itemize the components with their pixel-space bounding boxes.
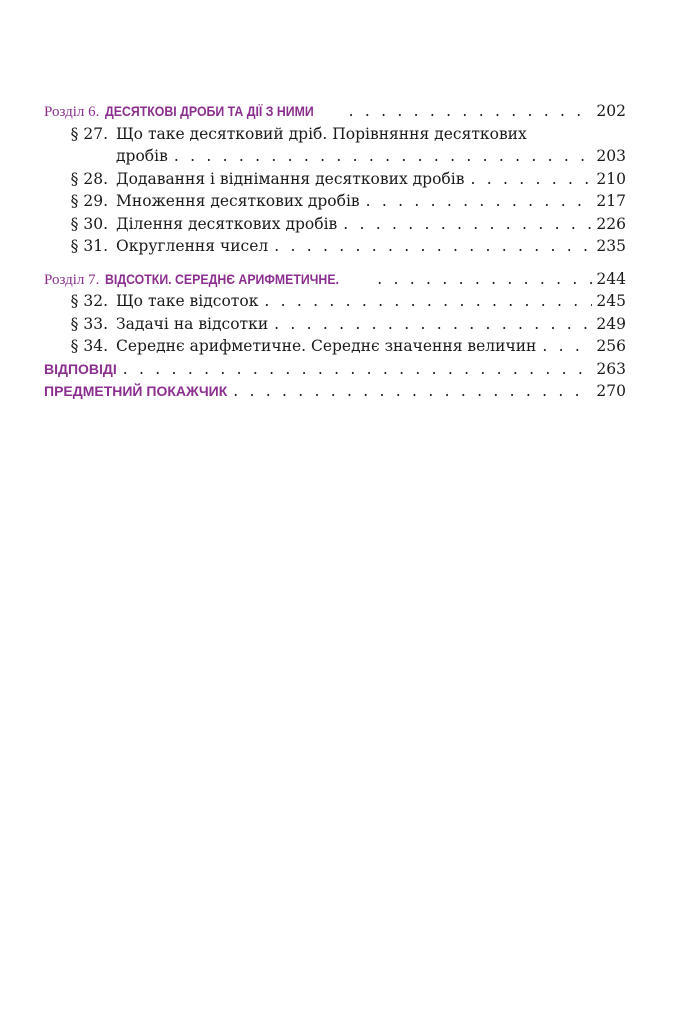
paragraph-title: Множення десяткових дробів [116, 192, 360, 210]
toc-item-28[interactable] [44, 168, 626, 191]
leader-dots [274, 313, 592, 336]
toc-subject-index[interactable] [44, 380, 626, 403]
page-number: 202 [596, 102, 626, 120]
page-number: 244 [596, 269, 626, 288]
toc-answers[interactable] [44, 358, 626, 381]
leader-dots [233, 380, 592, 403]
page-number: 263 [596, 359, 626, 378]
leader-dots [123, 358, 592, 381]
paragraph-title: Що таке десятковий дріб. Порівняння десяткових [116, 124, 527, 143]
table-of-contents [44, 100, 626, 403]
paragraph-title: Задачі на відсотки [116, 314, 269, 333]
leader-dots [174, 145, 592, 168]
page-number: 226 [596, 214, 626, 233]
leader-dots [349, 100, 592, 123]
paragraph-number: § 32. [70, 292, 108, 310]
leader-dots [366, 190, 592, 213]
paragraph-number: § 34. [70, 337, 108, 355]
chapter-title: ДЕСЯТКОВІ ДРОБИ ТА ДІЇ З НИМИ [105, 103, 315, 119]
paragraph-number: § 28. [70, 169, 108, 188]
leader-dots [274, 235, 592, 258]
page-number: 210 [596, 169, 626, 188]
answers-title: ВІДПОВІДІ [44, 360, 117, 377]
paragraph-number: § 31. [70, 237, 108, 255]
leader-dots [264, 290, 592, 313]
toc-item-31[interactable] [44, 235, 626, 258]
paragraph-title-continuation: дробів [116, 147, 168, 165]
toc-item-33[interactable] [44, 313, 626, 336]
chapter-prefix: Розділ 6. [44, 104, 100, 120]
paragraph-number: § 30. [70, 214, 108, 233]
paragraph-title: Ділення десяткових дробів [116, 214, 338, 233]
toc-item-27-cont[interactable] [44, 145, 626, 168]
paragraph-number: § 27. [70, 124, 108, 143]
paragraph-number: § 33. [70, 314, 108, 333]
page-number: 270 [596, 382, 626, 400]
paragraph-number: § 29. [70, 192, 108, 210]
page-number: 245 [596, 292, 626, 310]
toc-item-29[interactable] [44, 190, 626, 213]
leader-dots [377, 268, 592, 291]
paragraph-title: Округлення чисел [116, 237, 269, 255]
paragraph-title: Що таке відсоток [116, 292, 259, 310]
toc-item-30[interactable] [44, 213, 626, 236]
leader-dots [343, 213, 592, 236]
toc-item-34[interactable] [44, 335, 626, 358]
toc-chapter-6[interactable] [44, 100, 626, 123]
toc-item-32[interactable] [44, 290, 626, 313]
leader-dots [542, 335, 592, 358]
toc-item-27[interactable] [44, 123, 626, 146]
paragraph-title: Додавання і віднімання десяткових дробів [116, 169, 465, 188]
page-number: 249 [596, 314, 626, 333]
paragraph-title: Середнє арифметичне. Середнє значення величин [116, 337, 537, 355]
leader-dots [470, 168, 592, 191]
subject-index-title: ПРЕДМЕТНИЙ ПОКАЖЧИК [44, 383, 228, 399]
page-number: 256 [596, 337, 626, 355]
page-number: 235 [596, 237, 626, 255]
page-number: 217 [596, 192, 626, 210]
toc-chapter-7[interactable] [44, 268, 626, 291]
chapter-prefix: Розділ 7. [44, 271, 100, 288]
page-number: 203 [596, 147, 626, 165]
chapter-title: ВІДСОТКИ. СЕРЕДНЄ АРИФМЕТИЧНЕ. [105, 270, 340, 287]
